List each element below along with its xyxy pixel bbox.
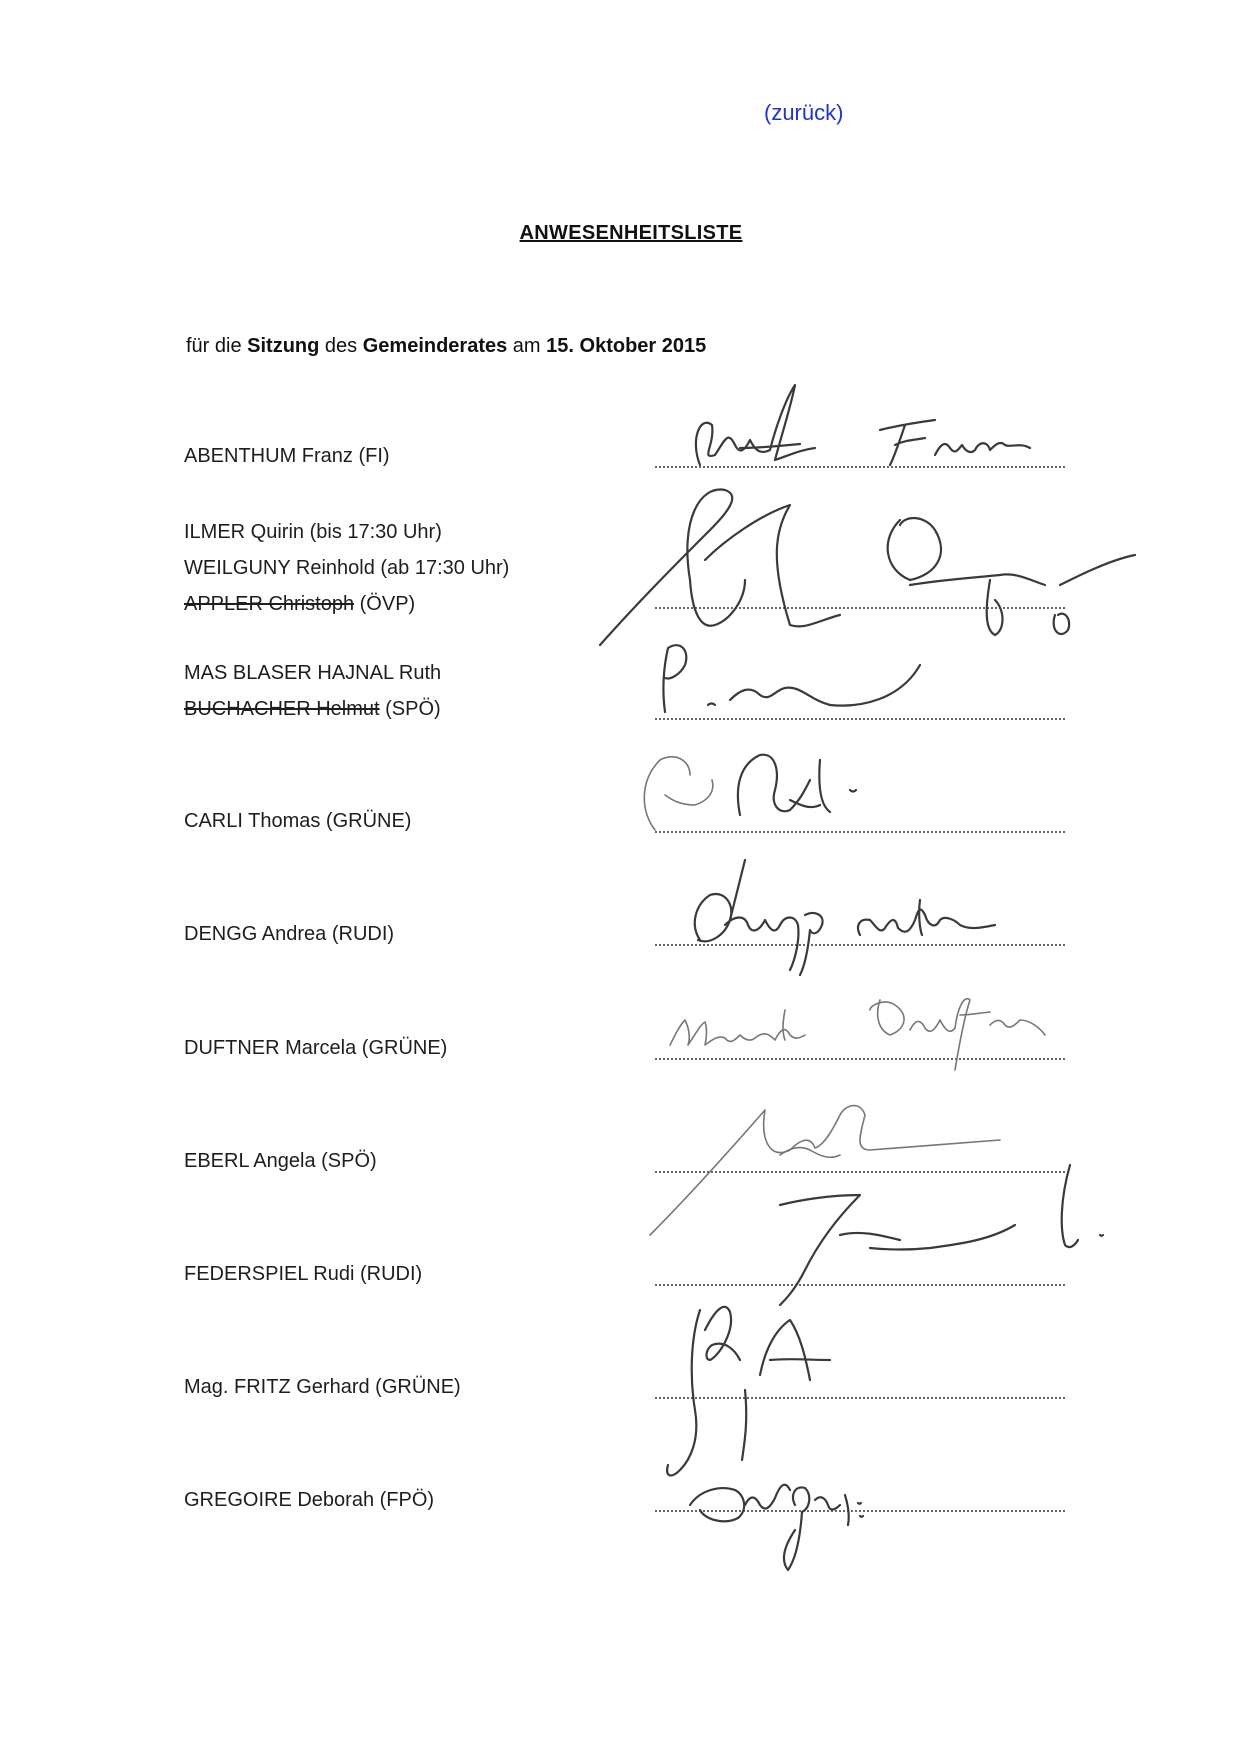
attendee-name: MAS BLASER HAJNAL Ruth xyxy=(184,662,442,684)
signature-line xyxy=(655,607,1065,609)
signature-line xyxy=(655,944,1065,946)
signature-dengg xyxy=(695,860,995,975)
attendee-abenthum xyxy=(184,438,390,474)
signature-carli xyxy=(644,755,856,830)
attendee-name: Mag. FRITZ Gerhard (GRÜNE) xyxy=(184,1376,461,1398)
attendee-name: DUFTNER Marcela (GRÜNE) xyxy=(184,1037,448,1059)
subtitle-mid1: des xyxy=(319,335,363,357)
attendee-duftner xyxy=(184,1030,447,1066)
attendee-dengg xyxy=(184,916,394,952)
subtitle-sitzung: Sitzung xyxy=(247,335,320,357)
attendee-eberl xyxy=(184,1143,377,1179)
struck-name: BUCHACHER Helmut xyxy=(184,698,380,720)
attendee-name: CARLI Thomas (GRÜNE) xyxy=(184,810,412,832)
signature-line xyxy=(655,1397,1065,1399)
attendee-fritz xyxy=(184,1369,461,1405)
signature-line xyxy=(655,1171,1065,1173)
attendee-name: WEILGUNY Reinhold (ab 17:30 Uhr) xyxy=(184,557,510,579)
signature-line xyxy=(655,718,1065,720)
attendee-spoe-group xyxy=(184,655,441,727)
attendee-name: FEDERSPIEL Rudi (RUDI) xyxy=(184,1263,423,1285)
attendee-oevp-group xyxy=(184,514,509,622)
signature-line xyxy=(655,831,1065,833)
subtitle-date: 15. Oktober 2015 xyxy=(546,335,707,357)
party-suffix: (ÖVP) xyxy=(354,593,416,615)
session-subtitle xyxy=(186,335,706,358)
attendee-name-struck-line xyxy=(184,691,441,727)
signature-abenthum xyxy=(696,385,1030,465)
attendee-carli xyxy=(184,803,411,839)
attendee-name-struck-line xyxy=(184,586,509,622)
subtitle-prefix: für die xyxy=(186,335,248,357)
signature-line xyxy=(655,1510,1065,1512)
attendee-name: EBERL Angela (SPÖ) xyxy=(184,1150,377,1172)
party-suffix: (SPÖ) xyxy=(379,698,441,720)
signature-ilmer-weilguny xyxy=(600,490,1135,645)
struck-name: APPLER Christoph xyxy=(184,593,355,615)
attendee-name: ABENTHUM Franz (FI) xyxy=(184,445,390,467)
attendee-federspiel xyxy=(184,1256,422,1292)
signature-fritz xyxy=(667,1307,830,1476)
subtitle-mid2: am xyxy=(507,335,547,357)
attendee-name: DENGG Andrea (RUDI) xyxy=(184,923,395,945)
attendee-name: GREGOIRE Deborah (FPÖ) xyxy=(184,1489,435,1511)
signature-line xyxy=(655,1058,1065,1060)
signature-blaser-hajnal xyxy=(663,645,920,712)
signature-line xyxy=(655,466,1065,468)
attendee-name: ILMER Quirin (bis 17:30 Uhr) xyxy=(184,521,442,543)
back-link[interactable]: (zurück) xyxy=(764,100,844,125)
attendee-gregoire xyxy=(184,1482,434,1518)
signature-gregoire xyxy=(690,1485,863,1570)
subtitle-gemeinderates: Gemeinderates xyxy=(362,335,508,357)
signature-line xyxy=(655,1284,1065,1286)
document-title: ANWESENHEITSLISTE xyxy=(519,222,743,244)
